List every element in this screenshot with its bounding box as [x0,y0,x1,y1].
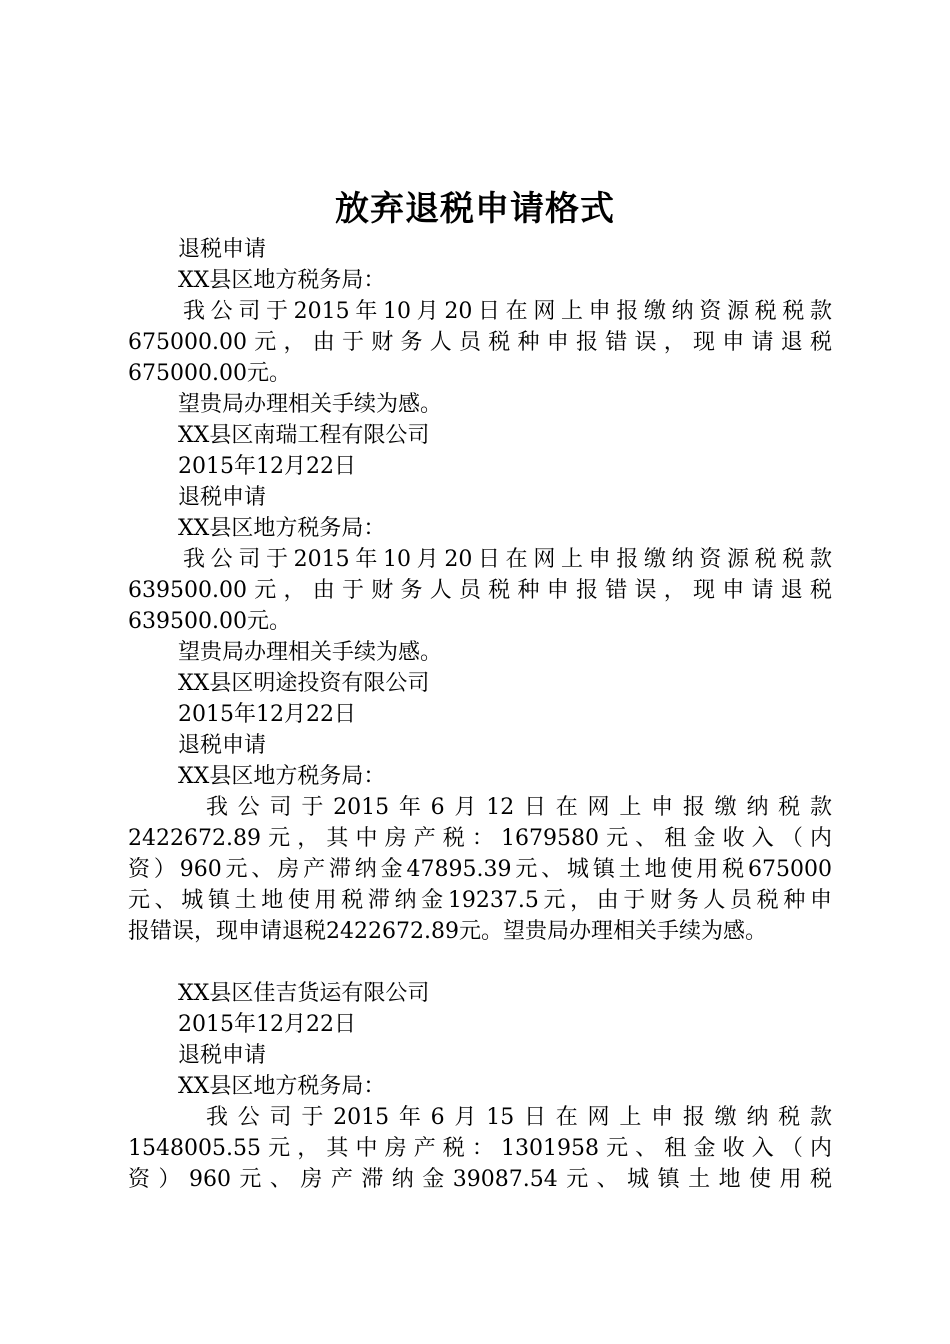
letter-body-line: 1548005.55元，其中房产税：1301958元、租金收入（内 [128,1136,832,1161]
letter-body-line: 我公司于2015年6月12日在网上申报缴纳税款 [206,795,832,820]
letter-body-line: 资）960元、房产滞纳金39087.54元、城镇土地使用税 [128,1167,832,1192]
letter-addressee: XX县区地方税务局： [178,268,386,293]
letter-closing: 望贵局办理相关手续为感。 [178,392,443,417]
letter-body-line: 2422672.89元，其中房产税：1679580元、租金收入（内 [128,826,832,851]
letter-body-line: 639500.00元。 [128,609,291,634]
letter-signature: XX县区佳吉货运有限公司 [178,981,430,1006]
letter-body-line: 元、城镇土地使用税滞纳金19237.5元，由于财务人员税种申 [128,888,832,913]
letter-addressee: XX县区地方税务局： [178,764,386,789]
letter-addressee: XX县区地方税务局： [178,516,386,541]
blank-line [128,947,832,978]
letter-signature: XX县区明途投资有限公司 [178,671,430,696]
letter-signature: XX县区南瑞工程有限公司 [178,423,430,448]
letter-body-line: 675000.00元。 [128,361,291,386]
document-body [128,234,832,1195]
letter-addressee: XX县区地方税务局： [178,1074,386,1099]
document-title: 放弃退税申请格式 [335,189,615,229]
letter-date: 2015年12月22日 [178,1012,356,1037]
letter-closing: 望贵局办理相关手续为感。 [178,640,443,665]
letter-body-line: 我公司于2015年6月15日在网上申报缴纳税款 [206,1105,832,1130]
letter-heading: 退税申请 [178,485,267,510]
letter-heading: 退税申请 [178,1043,267,1068]
letter-date: 2015年12月22日 [178,454,356,479]
letter-heading: 退税申请 [178,237,267,262]
letter-body-line: 675000.00元，由于财务人员税种申报错误，现申请退税 [128,330,832,355]
letter-body-line: 639500.00元，由于财务人员税种申报错误，现申请退税 [128,578,832,603]
letter-body-line: 报错误，现申请退税2422672.89元。望贵局办理相关手续为感。 [128,919,767,944]
letter-heading: 退税申请 [178,733,267,758]
letter-body-line: 我公司于2015年10月20日在网上申报缴纳资源税税款 [183,547,832,572]
letter-body-line: 资）960元、房产滞纳金47895.39元、城镇土地使用税675000 [128,857,832,882]
letter-body-line: 我公司于2015年10月20日在网上申报缴纳资源税税款 [183,299,832,324]
letter-date: 2015年12月22日 [178,702,356,727]
